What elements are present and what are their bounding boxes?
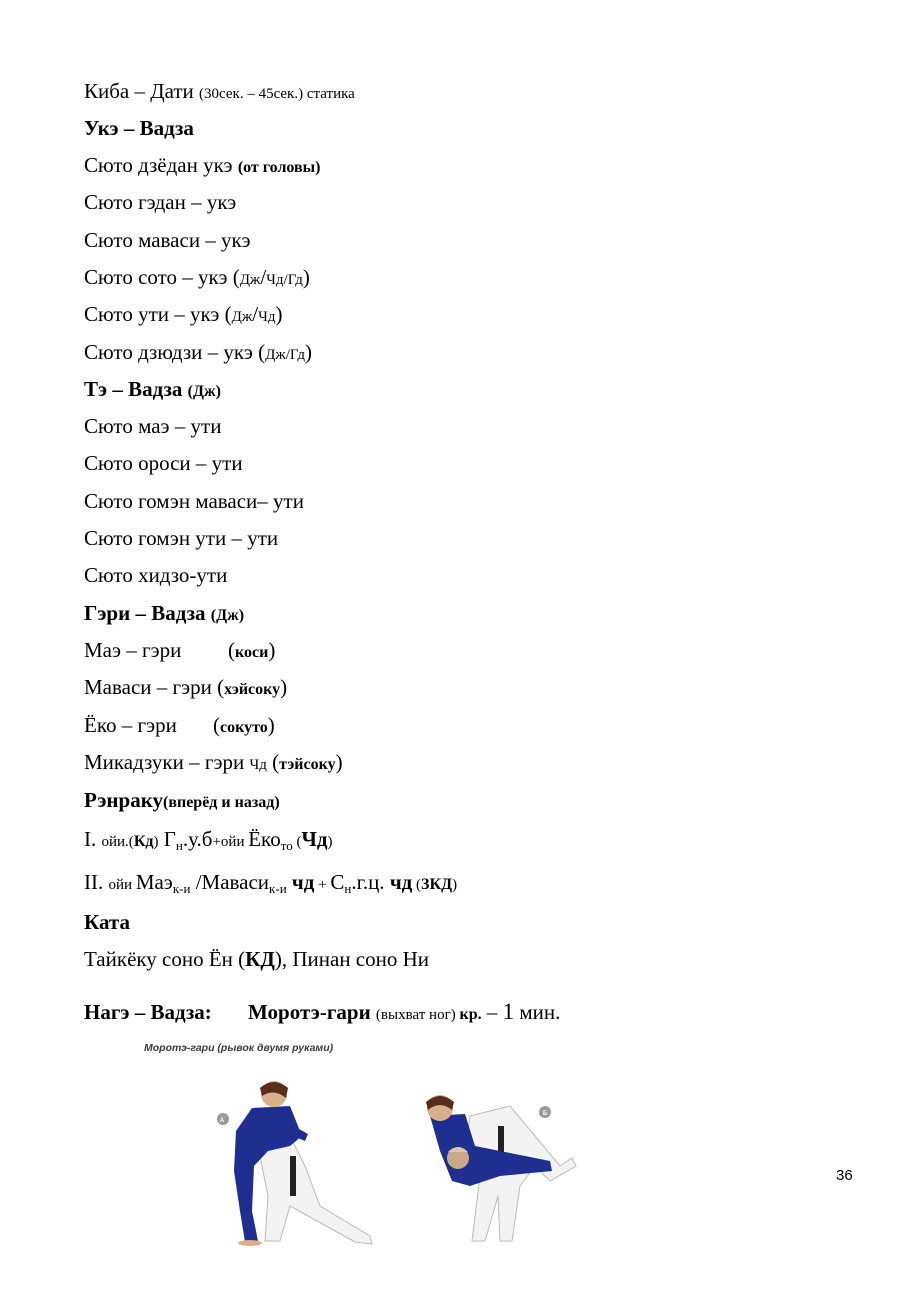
uke-item-5: Сюто ути – укэ (Дж/Чд) [84,302,283,326]
renraku-combo-1: I. ойи.(Кд) $Г_н.у.б+ойи$ Ёко$_{то}$ (Чд) [84,827,333,853]
renraku-combo-2: II. ойи Маэ$_{к-и}$ /Маваси$_{к-и}$ чд + $С_н.г.ц$. чд (ЗКД) [84,870,458,896]
uke-item-6: Сюто дзюдзи – укэ (Дж/Гд) [84,340,313,364]
te-item-1: Сюто маэ – ути [84,414,222,438]
photo-label-b: Б [542,1111,548,1117]
morote-gari-photo [140,1036,610,1251]
kiba-dati-line: Киба – Дати (30сек. – 45сек.) статика [84,79,355,103]
page-number: 36 [836,1167,853,1184]
uke-item-3: Сюто маваси – укэ [84,228,251,252]
te-item-3: Сюто гомэн маваси– ути [84,489,304,513]
uke-item-4: Сюто сото – укэ (Дж/Чд/Гд) [84,265,310,289]
uke-item-1: Сюто дзёдан укэ (от головы) [84,153,321,177]
te-item-4: Сюто гомэн ути – ути [84,526,279,550]
geri-item-2: Маваси – гэри (хэйсоку) [84,675,288,699]
te-vadza-heading: Тэ – Вадза (Дж) [84,377,221,401]
uke-item-2: Сюто гэдан – укэ [84,190,237,214]
photo-figure-a [217,1081,372,1246]
uke-vadza-heading: Укэ – Вадза [84,116,194,140]
kata-item: Тайкёку соно Ён (КД), Пинан соно Ни [84,947,430,971]
nage-vadza-line: Нагэ – Вадза: Моротэ-гари (выхват ног) кр. – 1 мин. [84,999,561,1024]
kata-heading: Ката [84,910,130,934]
photo-label-a: А [219,1118,225,1124]
photo-caption: Моротэ-гари (рывок двумя руками) [144,1042,334,1054]
geri-item-3: Ёко – гэри (сокуто) [84,713,275,737]
renraku-heading: Рэнраку(вперёд и назад) [84,788,280,812]
te-item-2: Сюто ороси – ути [84,451,243,475]
te-item-5: Сюто хидзо-ути [84,563,228,587]
geri-item-1: Маэ – гэри (коси) [84,638,276,662]
geri-item-4: Микадзуки – гэри Чд (тэйсоку) [84,750,343,774]
geri-vadza-heading: Гэри – Вадза (Дж) [84,601,245,625]
photo-figure-b [426,1095,576,1241]
